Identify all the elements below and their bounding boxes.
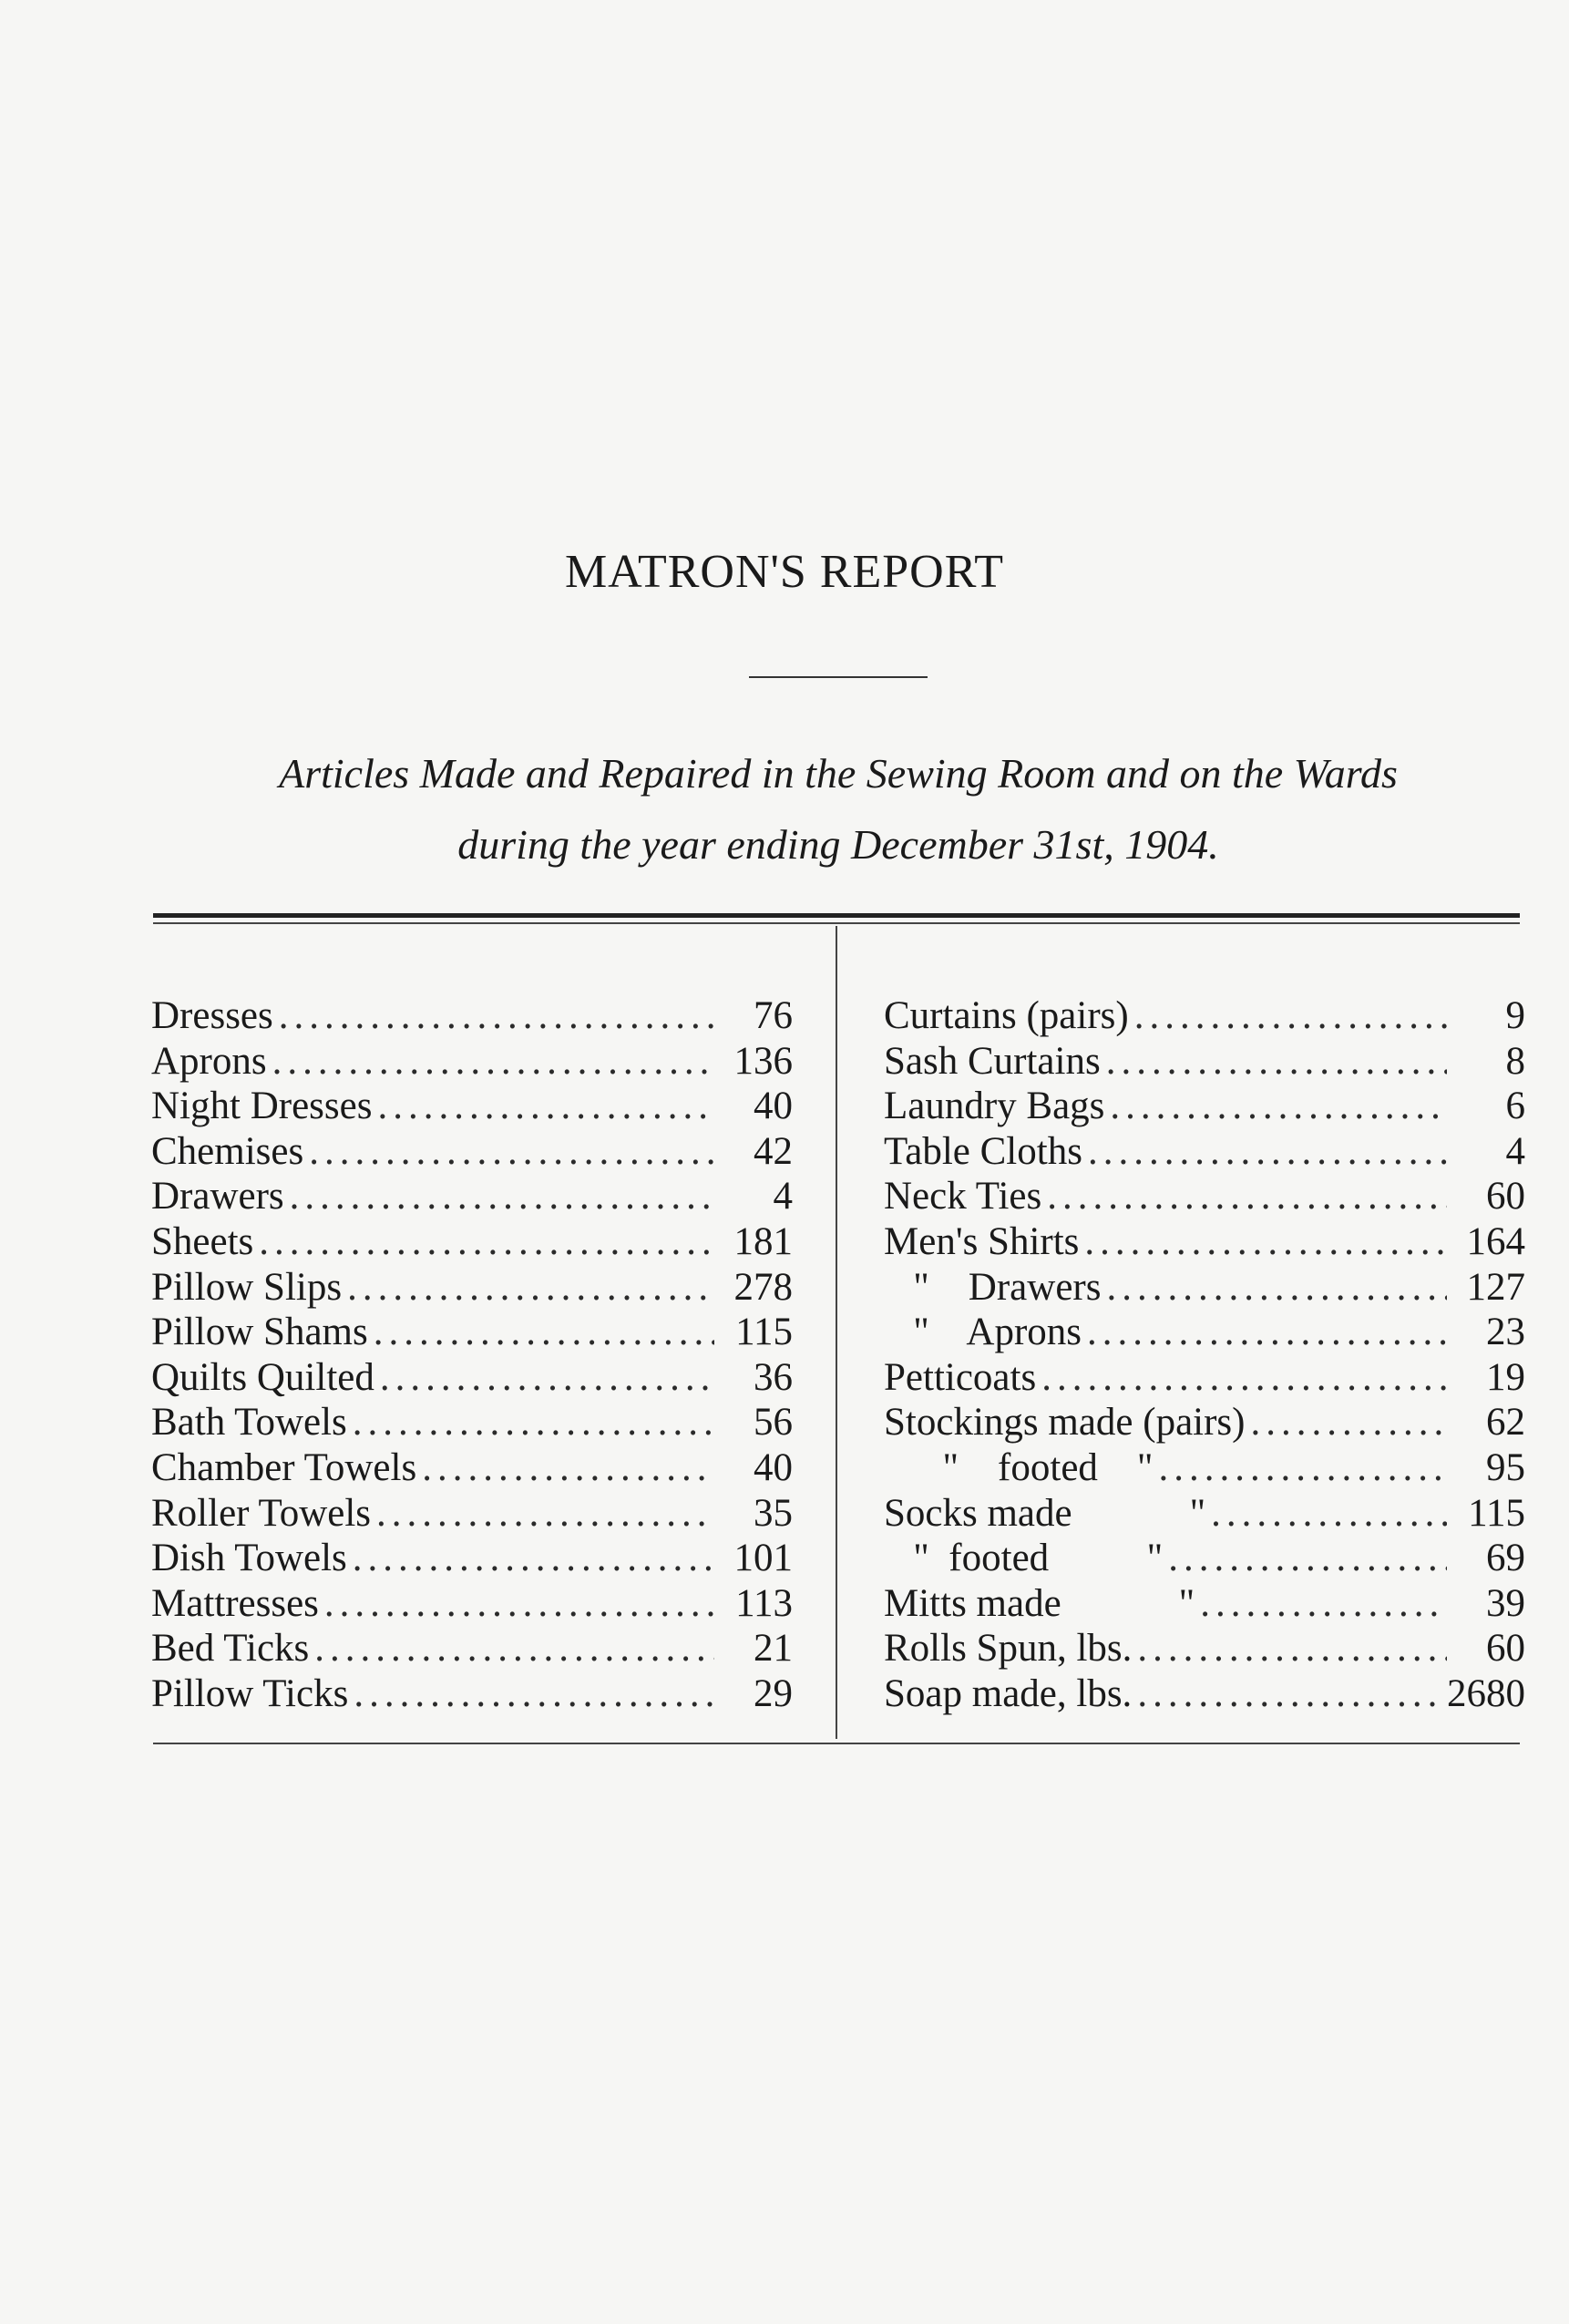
item-count: 42	[754, 1129, 793, 1173]
item-label: Mitts made "	[884, 1581, 1195, 1625]
leader-dots	[1041, 1355, 1447, 1400]
table-row	[151, 1265, 793, 1311]
item-label: Sash Curtains	[884, 1039, 1101, 1083]
leader-dots	[353, 1536, 714, 1580]
item-count: 164	[1466, 1219, 1525, 1263]
item-label: Laundry Bags	[884, 1085, 1105, 1128]
leader-dots	[353, 1400, 714, 1445]
item-count: 8	[1505, 1039, 1525, 1083]
item-count: 23	[1486, 1311, 1525, 1354]
item-count: 115	[1468, 1491, 1525, 1535]
item-label: Chemises	[151, 1129, 304, 1173]
leader-dots	[1106, 1265, 1447, 1310]
item-label: Socks made "	[884, 1491, 1206, 1535]
table-bottom-rule	[153, 1743, 1520, 1744]
leader-dots	[1168, 1536, 1447, 1580]
leader-dots	[376, 1491, 714, 1536]
leader-dots	[1211, 1491, 1447, 1536]
table-row	[884, 1626, 1525, 1671]
item-count: 9	[1505, 994, 1525, 1037]
item-count: 278	[733, 1265, 793, 1309]
item-label: " Aprons	[884, 1311, 1082, 1354]
item-label: Petticoats	[884, 1355, 1037, 1399]
leader-dots	[1088, 1129, 1447, 1174]
table-row	[151, 1174, 793, 1219]
leader-dots	[272, 1039, 714, 1084]
left-column	[151, 993, 793, 1717]
item-label: Pillow Slips	[151, 1265, 343, 1309]
table-row	[151, 1400, 793, 1445]
item-count: 4	[1505, 1129, 1525, 1173]
item-count: 35	[754, 1491, 793, 1535]
leader-dots	[347, 1265, 714, 1310]
item-count: 36	[754, 1355, 793, 1399]
table-row	[151, 1219, 793, 1265]
column-divider	[836, 926, 837, 1739]
table-row	[151, 1445, 793, 1491]
leader-dots	[1087, 1310, 1447, 1354]
right-column	[884, 993, 1525, 1717]
table-row	[884, 1581, 1525, 1627]
leader-dots	[374, 1310, 714, 1354]
item-label: " footed "	[884, 1445, 1154, 1489]
leader-dots	[1047, 1174, 1447, 1219]
item-label: " footed "	[884, 1537, 1164, 1580]
leader-dots	[377, 1084, 714, 1128]
item-count: 127	[1466, 1265, 1525, 1309]
item-label: Rolls Spun, lbs.	[884, 1627, 1133, 1671]
table-row	[884, 1265, 1525, 1311]
item-label: Pillow Ticks	[151, 1671, 349, 1715]
table-row	[151, 1536, 793, 1581]
item-count: 95	[1486, 1445, 1525, 1489]
item-count: 39	[1486, 1581, 1525, 1625]
table-row	[884, 1400, 1525, 1445]
item-label: Roller Towels	[151, 1491, 372, 1535]
item-count: 60	[1486, 1175, 1525, 1219]
leader-dots	[1106, 1039, 1447, 1084]
table-row	[151, 993, 793, 1039]
item-label: Neck Ties	[884, 1175, 1042, 1219]
item-label: Night Dresses	[151, 1085, 373, 1128]
item-label: Pillow Shams	[151, 1311, 368, 1354]
leader-dots	[422, 1445, 714, 1490]
item-count: 113	[735, 1581, 793, 1625]
page-title: MATRON'S REPORT	[564, 546, 1005, 598]
item-label: Soap made, lbs.	[884, 1671, 1133, 1715]
subtitle-line-1: Articles Made and Repaired in the Sewing Room and on the Wards	[279, 750, 1398, 797]
item-label: Stockings made (pairs)	[884, 1401, 1246, 1445]
leader-dots	[279, 993, 714, 1038]
table-row	[151, 1581, 793, 1627]
item-label: Mattresses	[151, 1581, 319, 1625]
item-count: 40	[754, 1445, 793, 1489]
item-count: 115	[735, 1311, 793, 1354]
table-row	[884, 1491, 1525, 1537]
table-row	[884, 1355, 1525, 1401]
leader-dots	[1134, 993, 1447, 1038]
item-count: 40	[754, 1085, 793, 1128]
table-row	[884, 1536, 1525, 1581]
table-row	[151, 1084, 793, 1129]
table-row	[884, 1174, 1525, 1219]
table-row	[151, 1129, 793, 1175]
leader-dots	[1137, 1626, 1447, 1671]
item-label: Dish Towels	[151, 1537, 347, 1580]
table-row	[884, 1129, 1525, 1175]
item-count: 60	[1486, 1627, 1525, 1671]
item-label: Men's Shirts	[884, 1219, 1080, 1263]
item-count: 101	[733, 1537, 793, 1580]
item-count: 29	[754, 1671, 793, 1715]
item-count: 181	[733, 1219, 793, 1263]
item-label: Sheets	[151, 1219, 254, 1263]
item-count: 76	[754, 994, 793, 1037]
item-label: Dresses	[151, 994, 273, 1037]
item-label: Drawers	[151, 1175, 284, 1219]
leader-dots	[309, 1129, 714, 1174]
table-row	[151, 1491, 793, 1537]
table-row	[884, 993, 1525, 1039]
leader-dots	[1084, 1219, 1447, 1264]
leader-dots	[1137, 1671, 1441, 1716]
item-count: 19	[1486, 1355, 1525, 1399]
table-row	[151, 1039, 793, 1085]
item-count: 6	[1505, 1085, 1525, 1128]
table-row	[151, 1310, 793, 1355]
table-row	[884, 1310, 1525, 1355]
table-row	[151, 1626, 793, 1671]
leader-dots	[1110, 1084, 1447, 1128]
item-count: 2680	[1447, 1671, 1525, 1715]
item-label: Bed Ticks	[151, 1627, 310, 1671]
item-label: Chamber Towels	[151, 1445, 417, 1489]
table-row	[151, 1355, 793, 1401]
table-row	[884, 1445, 1525, 1491]
table-row	[151, 1671, 793, 1717]
leader-dots	[314, 1626, 714, 1671]
item-label: Quilts Quilted	[151, 1355, 374, 1399]
item-label: Bath Towels	[151, 1401, 347, 1445]
leader-dots	[259, 1219, 714, 1264]
table-top-rule-thin	[153, 922, 1520, 924]
item-label: Curtains (pairs)	[884, 994, 1129, 1037]
table-row	[884, 1671, 1525, 1717]
item-label: Table Cloths	[884, 1129, 1082, 1173]
leader-dots	[1158, 1445, 1447, 1490]
item-count: 69	[1486, 1537, 1525, 1580]
item-count: 4	[773, 1175, 793, 1219]
leader-dots	[380, 1355, 714, 1400]
item-count: 136	[733, 1039, 793, 1083]
item-label: Aprons	[151, 1039, 267, 1083]
leader-dots	[1200, 1581, 1447, 1626]
leader-dots	[1250, 1400, 1447, 1445]
item-count: 21	[754, 1627, 793, 1671]
leader-dots	[354, 1671, 714, 1716]
item-count: 62	[1486, 1401, 1525, 1445]
table-row	[884, 1084, 1525, 1129]
leader-dots	[324, 1581, 714, 1626]
title-rule	[749, 676, 928, 678]
table-row	[884, 1219, 1525, 1265]
item-count: 56	[754, 1401, 793, 1445]
table-row	[884, 1039, 1525, 1085]
subtitle-line-2: during the year ending December 31st, 1904.	[457, 821, 1219, 868]
table-top-rule-thick	[153, 913, 1520, 918]
item-label: " Drawers	[884, 1265, 1102, 1309]
leader-dots	[290, 1174, 714, 1219]
